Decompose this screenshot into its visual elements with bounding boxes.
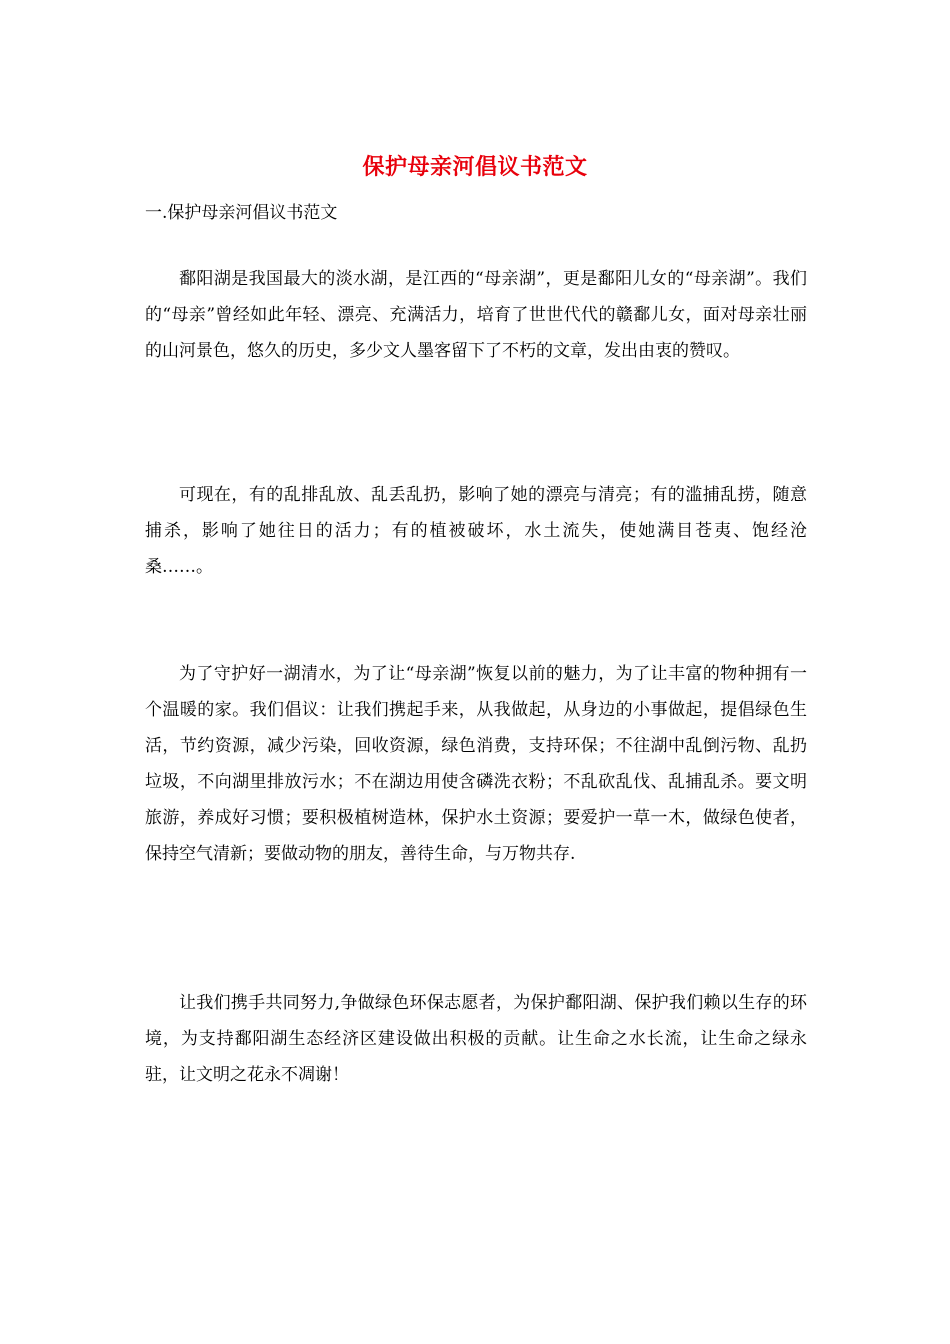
paragraph-3: 为了守护好一湖清水，为了让“母亲湖”恢复以前的魅力，为了让丰富的物种拥有一个温暖的家。我们倡议：让我们携起手来，从我做起，从身边的小事做起，提倡绿色生活，节约资源，减少污染，回收资源，绿色消费，支持环保；不往湖中乱倒污物、乱扔垃圾，不向湖里排放污水；不在湖边用使含磷洗衣粉；不乱砍乱伐、乱捕乱杀。要文明旅游，养成好习惯；要积极植树造林，保护水土资源；要爱护一草一木，做绿色使者，保持空气清新；要做动物的朋友，善待生命，与万物共存. — [145, 664, 807, 864]
paragraph-1: 鄱阳湖是我国最大的淡水湖，是江西的“母亲湖”，更是鄱阳儿女的“母亲湖”。我们的“母亲”曾经如此年轻、漂亮、充满活力，培育了世世代代的赣鄱儿女，面对母亲壮丽的山河景色，悠久的历史，多少文人墨客留下了不朽的文章，发出由衷的赞叹。 — [145, 269, 807, 361]
paragraph-2: 可现在，有的乱排乱放、乱丢乱扔，影响了她的漂亮与清亮；有的滥捕乱捞，随意捕杀，影响了她往日的活力；有的植被破坏，水土流失，使她满目苍夷、饱经沧桑……。 — [145, 485, 807, 577]
paragraph-4: 让我们携手共同努力,争做绿色环保志愿者，为保护鄱阳湖、保护我们赖以生存的环境，为支持鄱阳湖生态经济区建设做出积极的贡献。让生命之水长流，让生命之绿永驻，让文明之花永不凋谢！ — [145, 993, 807, 1085]
section-heading: 一.保护母亲河倡议书范文 — [145, 203, 338, 223]
document-title: 保护母亲河倡议书范文 — [362, 154, 588, 180]
